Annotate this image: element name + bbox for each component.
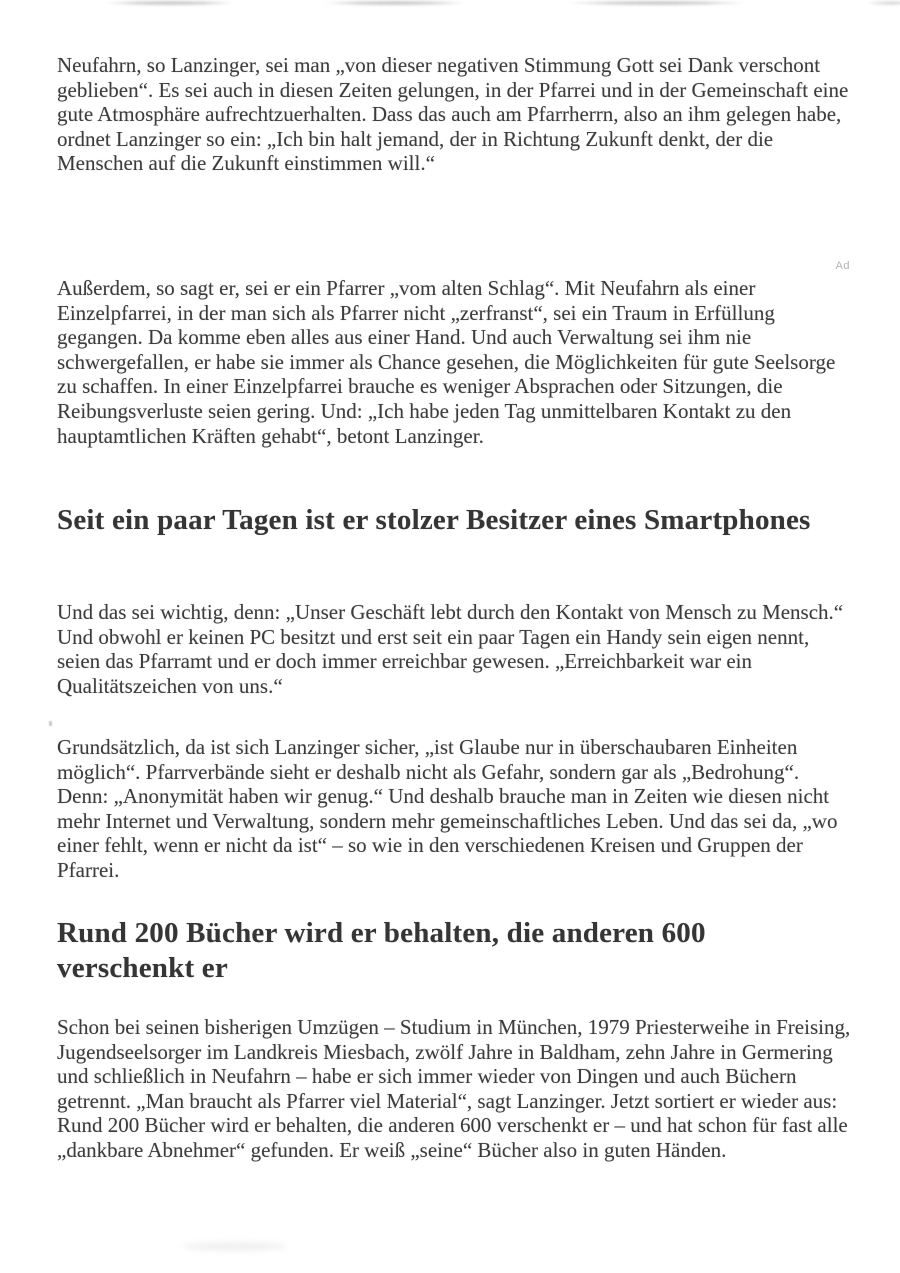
article-paragraph-2: Außerdem, so sagt er, sei er ein Pfarrer „vom alten Schlag“. Mit Neufahrn als einer Einzelpfarrei, in der man sich als Pfarrer nicht „zerfranst“, sei ein Traum in Erfüllung gegangen. Da komme eben alles aus einer Hand. Und auch Verwaltung sei ihm nie schwergefallen, er habe sie immer als Chance gesehen, die Möglichkeiten für gute Seelsorge zu schaffen. In einer Einzelpfarrei brauche es weniger Absprachen oder Sitzungen, die Reibungsverluste seien gering. Und: „Ich habe jeden Tag unmittelbaren Kontakt zu den hauptamtlichen Kräften gehabt“, betont Lanzinger.	[57, 276, 836, 448]
scan-speck	[49, 721, 52, 726]
article-paragraph-4: Grundsätzlich, da ist sich Lanzinger sicher, „ist Glaube nur in überschaubaren Einheiten möglich“. Pfarrverbände sieht er deshalb nicht als Gefahr, sondern gar als „Bedrohung“. Denn: „Anonymität haben wir genug.“ Und deshalb brauche man in Zeiten wie diesen nicht mehr Internet und Verwaltung, sondern mehr gemeinschaftliches Leben. Und das sei da, „wo einer fehlt, wenn er nicht da ist“ – so wie in den verschiedenen Kreisen und Gruppen der Pfarrei.	[57, 735, 838, 882]
article-paragraph-5: Schon bei seinen bisherigen Umzügen – Studium in München, 1979 Priesterweihe in Freising, Jugendseelsorger im Landkreis Miesbach, zwölf Jahre in Baldham, zehn Jahre in Germering und schließlich in Neufahrn – habe er sich immer wieder von Dingen und auch Büchern getrennt. „Man braucht als Pfarrer viel Material“, sagt Lanzinger. Jetzt sortiert er wieder aus: Rund 200 Bücher wird er behalten, die anderen 600 verschenkt er – und hat schon für fast alle „dankbare Abnehmer“ gefunden. Er weiß „seine“ Bücher also in guten Händen.	[57, 1015, 851, 1162]
scan-smudge-top-4	[868, 1, 900, 5]
ad-label: Ad	[835, 260, 850, 272]
article-paragraph-1: Neufahrn, so Lanzinger, sei man „von dieser negativen Stimmung Gott sei Dank verschont geblieben“. Es sei auch in diesen Zeiten gelungen, in der Pfarrei und in der Gemeinschaft eine gute Atmosphäre aufrechtzuerhalten. Dass das auch am Pfarrherrn, also an ihm gelegen habe, ordnet Lanzinger so ein: „Ich bin halt jemand, der in Richtung Zukunft denkt, der die Menschen auf die Zukunft einstimmen will.“	[57, 53, 849, 176]
article-content	[57, 0, 852, 1273]
ad-row	[57, 256, 850, 274]
section-heading-smartphone: Seit ein paar Tagen ist er stolzer Besitzer eines Smartphones	[57, 504, 811, 536]
section-heading-buecher: Rund 200 Bücher wird er behalten, die anderen 600 verschenkt er	[57, 917, 706, 984]
article-paragraph-3: Und das sei wichtig, denn: „Unser Geschäft lebt durch den Kontakt von Mensch zu Mensch.“ Und obwohl er keinen PC besitzt und erst seit ein paar Tagen ein Handy sein eigen nennt, seien das Pfarramt und er doch immer erreichbar gewesen. „Erreichbarkeit war ein Qualitätszeichen von uns.“	[57, 600, 844, 698]
